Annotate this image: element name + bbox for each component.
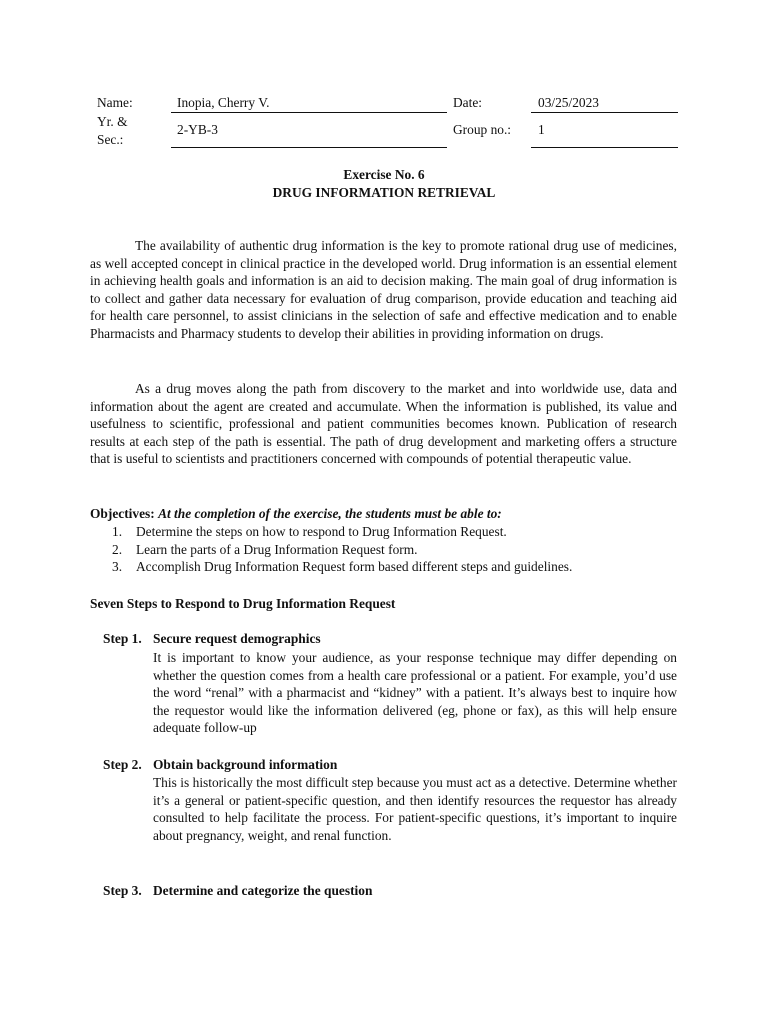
list-item-number: 3. [112, 559, 123, 575]
step-1-heading [103, 630, 321, 648]
list-item-number: 1. [112, 524, 123, 539]
date-underline [531, 112, 678, 113]
step-3-heading [103, 882, 372, 900]
step-3-number: Step 3. [103, 883, 142, 898]
intro-paragraph-1: The availability of authentic drug information is the key to promote rational drug use of medicines, as well accepted concept in clinical practice in the developed world. Drug information is an essential element in achieving health goals and information is an aid to decision making. The main goal of drug information is to collect and gather data necessary for evaluation of drug comparison, provide education and teaching aid for health care personnel, to assist clinicians in the selection of safe and effective medication and to enable Pharmacists and Pharmacy students to develop their abilities in providing information on drugs. [90, 238, 677, 341]
intro-paragraph-2: As a drug moves along the path from discovery to the market and into worldwide use, data and information about the agent are created and accumulate. When the information is published, its value and usefulness to scientific, professional and patient communities becomes known. Publication of research results at each step of the path is essential. The path of drug development and marketing offers a structure that is useful to scientists and practitioners concerned with compounds of potential therapeutic value. [90, 381, 677, 467]
group-underline [531, 147, 678, 148]
name-value: Inopia, Cherry V. [177, 95, 270, 110]
step-1-body: It is important to know your audience, as your response technique may differ depending on whether the question comes from a health care professional or a patient. For example, you’d use the word “renal” with a pharmacist and “kidney” with a patient. It’s always best to inquire how the requestor would like the information delivered (eg, phone or fax), as this will help ensure adequate follow-up [153, 650, 677, 736]
list-item-text: Determine the steps on how to respond to Drug Information Request. [136, 524, 507, 539]
yr-sec-label-line1: Yr. & [97, 114, 128, 129]
yr-sec-label-line2: Sec.: [97, 132, 124, 147]
step-2-number: Step 2. [103, 757, 142, 772]
step-1-title: Secure request demographics [153, 631, 321, 646]
list-item-text: Accomplish Drug Information Request form based different steps and guidelines. [136, 559, 573, 575]
exercise-title: DRUG INFORMATION RETRIEVAL [272, 185, 496, 200]
name-label: Name: [97, 95, 133, 110]
step-2-title: Obtain background information [153, 757, 338, 772]
list-item [90, 558, 680, 576]
step-2-body: This is historically the most difficult step because you must act as a detective. Determine whether it’s a general or patient-specific question, and then identify resources the requestor has already consulted to help facilitate the process. For patient-specific questions, it’s important to inquire about pregnancy, weight, and renal function. [153, 775, 677, 843]
list-item-number: 2. [112, 541, 123, 557]
exercise-number: Exercise No. 6 [343, 167, 425, 182]
group-value: 1 [538, 122, 545, 137]
step-1-number: Step 1. [103, 631, 142, 646]
objectives-lead: At the completion of the exercise, the students must be able to: [158, 506, 502, 521]
step-3-title: Determine and categorize the question [153, 883, 373, 898]
date-value: 03/25/2023 [538, 95, 600, 110]
yr-sec-value: 2-YB-3 [177, 122, 218, 137]
date-label: Date: [453, 95, 482, 110]
objectives-list [90, 523, 680, 576]
seven-steps-heading: Seven Steps to Respond to Drug Information Request [90, 596, 396, 611]
group-label: Group no.: [453, 122, 512, 137]
yr-sec-underline [171, 147, 447, 148]
objectives-label: Objectives: [90, 506, 155, 521]
objectives-heading [90, 505, 502, 523]
step-2-heading [103, 756, 337, 774]
name-underline [171, 112, 447, 113]
list-item [90, 541, 680, 559]
list-item [90, 523, 680, 541]
list-item-text: Learn the parts of a Drug Information Request form. [136, 541, 418, 557]
